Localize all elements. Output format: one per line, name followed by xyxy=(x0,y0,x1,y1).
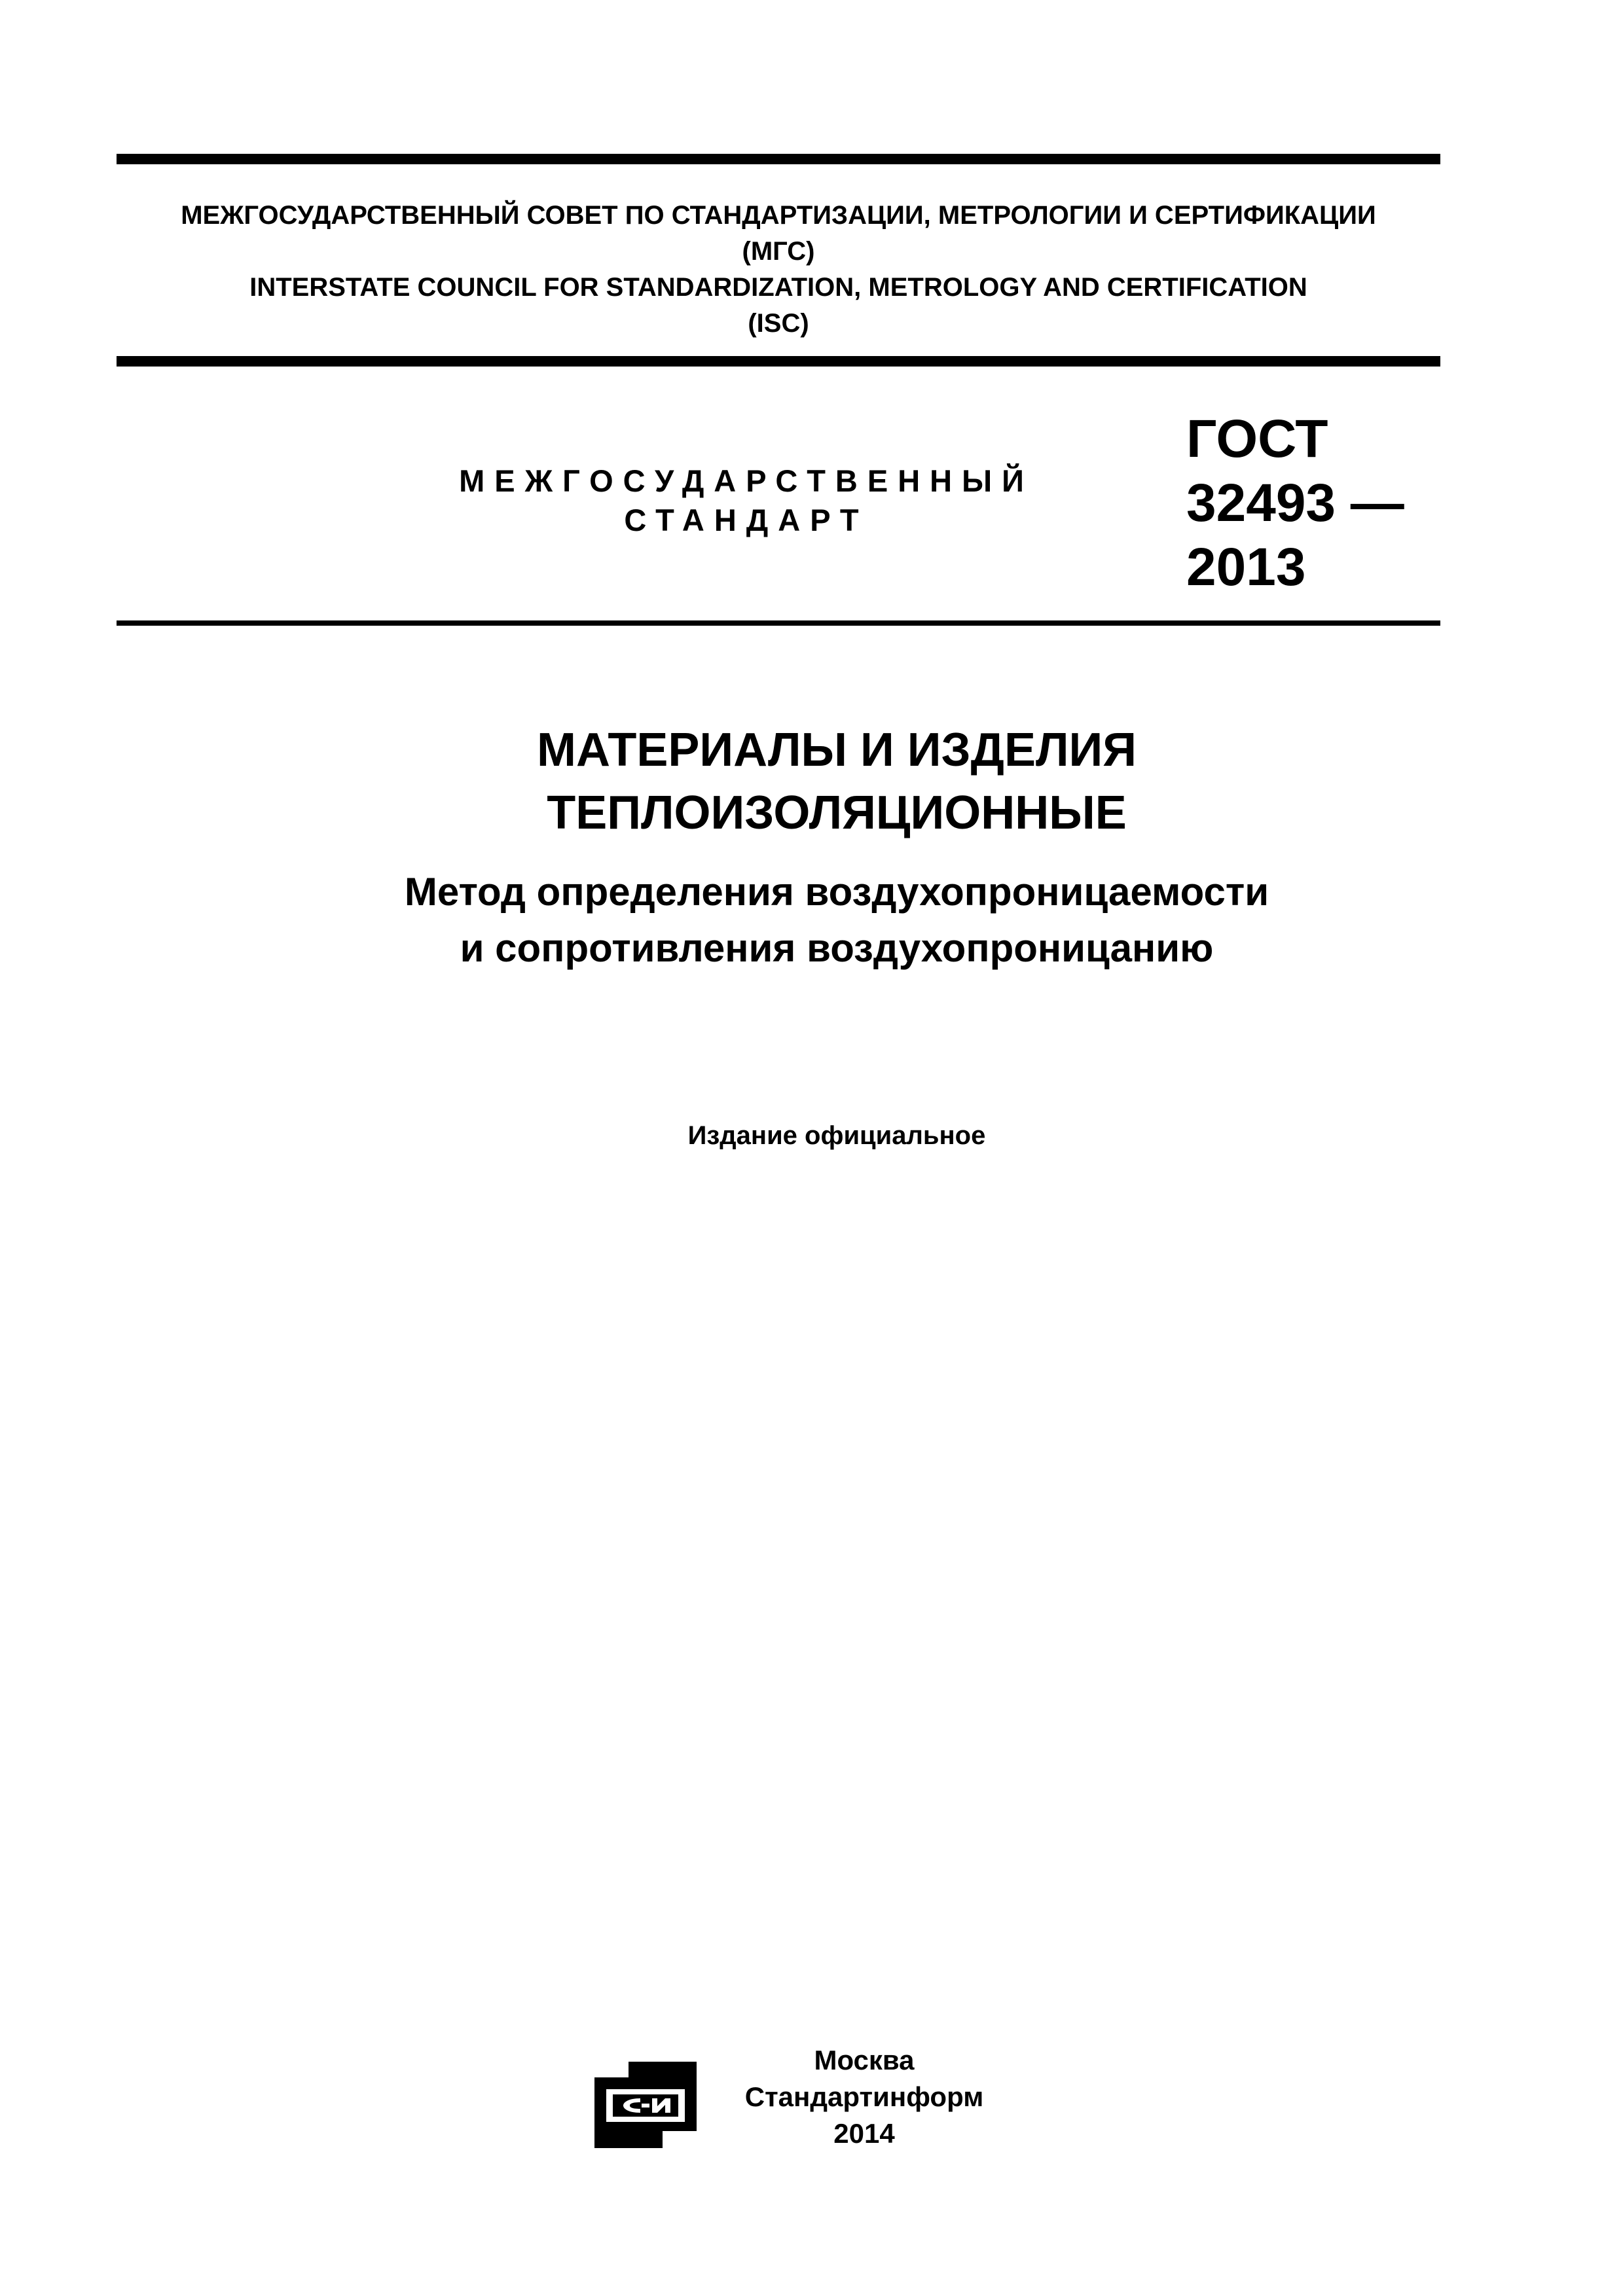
council-abbr-ru: (МГС) xyxy=(742,237,815,266)
document-title xyxy=(117,719,1557,844)
council-name-en: INTERSTATE COUNCIL FOR STANDARDIZATION, METROLOGY AND CERTIFICATION xyxy=(249,273,1307,302)
standard-type-label xyxy=(367,461,1126,540)
gost-designation xyxy=(1186,407,1404,600)
top-rule xyxy=(117,154,1440,164)
standartinform-logo-icon xyxy=(589,2058,702,2152)
middle-rule xyxy=(117,356,1440,367)
council-header xyxy=(117,198,1440,342)
edition-note: Издание официальное xyxy=(687,1121,986,1150)
subtitle-line1: Метод определения воздухопроницаемости xyxy=(404,870,1269,914)
imprint-publisher: Стандартинформ xyxy=(744,2081,984,2112)
subtitle-line2: и сопротивления воздухопроницанию xyxy=(460,926,1214,970)
bottom-rule xyxy=(117,620,1440,626)
gost-year: 2013 xyxy=(1186,537,1306,597)
standard-type-line2: СТАНДАРТ xyxy=(624,503,869,537)
gost-prefix: ГОСТ xyxy=(1186,409,1328,469)
title-line1: МАТЕРИАЛЫ И ИЗДЕЛИЯ xyxy=(537,724,1137,776)
title-line2: ТЕПЛОИЗОЛЯЦИОННЫЕ xyxy=(547,787,1127,839)
imprint xyxy=(707,2042,1021,2152)
standard-type-line1: МЕЖГОСУДАРСТВЕННЫЙ xyxy=(459,463,1034,498)
imprint-year: 2014 xyxy=(833,2118,895,2149)
imprint-city: Москва xyxy=(814,2045,915,2075)
gost-number: 32493 — xyxy=(1186,473,1404,533)
council-name-ru: МЕЖГОСУДАРСТВЕННЫЙ СОВЕТ ПО СТАНДАРТИЗАЦИИ, МЕТРОЛОГИИ И СЕРТИФИКАЦИИ xyxy=(181,201,1376,230)
council-abbr-en: (ISC) xyxy=(748,309,809,338)
document-subtitle xyxy=(117,864,1557,977)
